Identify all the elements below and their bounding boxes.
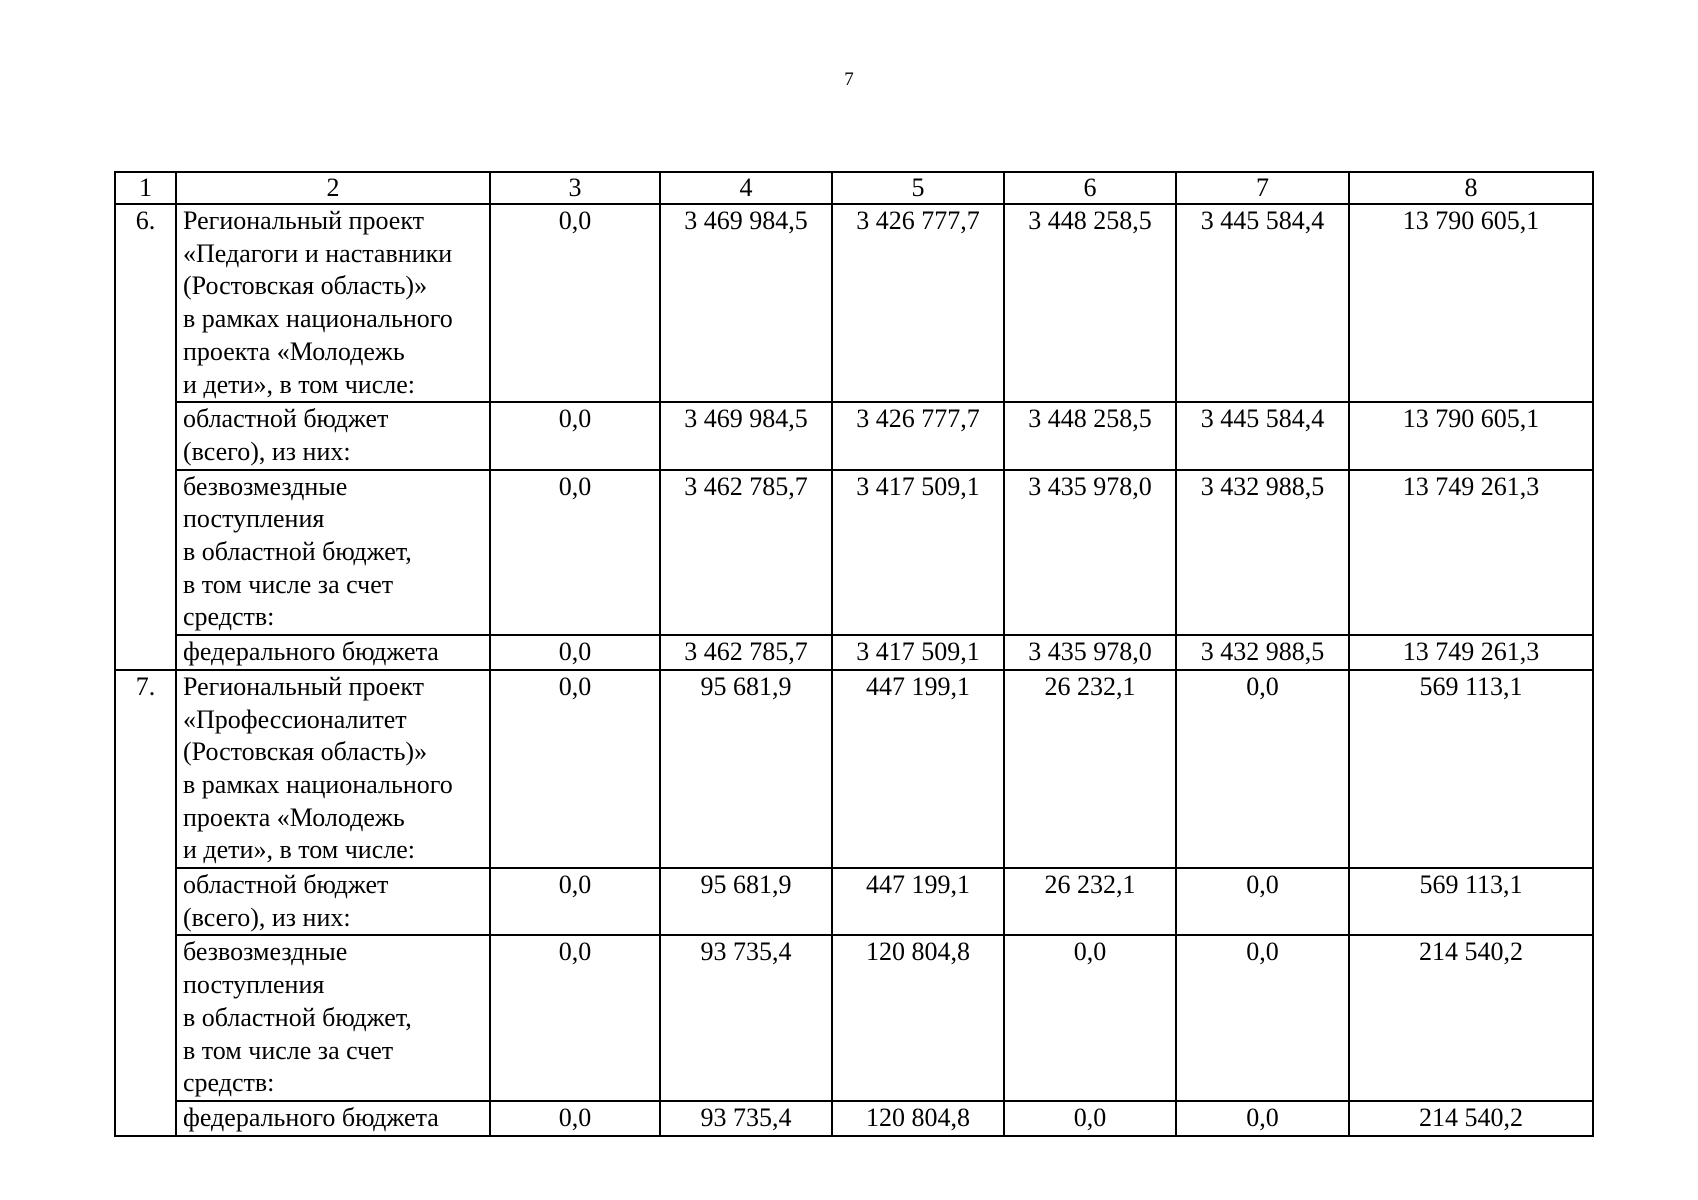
value-cell: 3 445 584,4 (1176, 402, 1349, 469)
table-row (115, 470, 1593, 636)
value-cell: 120 804,8 (832, 1101, 1004, 1136)
value-cell: 0,0 (490, 935, 660, 1101)
row-label-line: областной бюджет (183, 870, 389, 900)
row-label (176, 1101, 490, 1136)
row-label-line: Региональный проект (183, 206, 424, 235)
row-label-line: в рамках национального (183, 304, 453, 334)
value-cell: 93 735,4 (660, 1101, 832, 1136)
value-cell: 3 448 258,5 (1004, 204, 1176, 402)
value-cell: 95 681,9 (660, 670, 832, 868)
value-cell: 3 426 777,7 (832, 402, 1004, 469)
row-label-line: поступления (183, 970, 325, 1000)
value-cell: 0,0 (1004, 935, 1176, 1101)
row-label-line: Региональный проект (183, 671, 424, 701)
value-cell: 3 445 584,4 (1176, 204, 1349, 402)
row-label-line: средств: (183, 1068, 275, 1098)
table-row (115, 935, 1593, 1101)
value-cell: 26 232,1 (1004, 868, 1176, 935)
value-cell: 447 199,1 (832, 868, 1004, 935)
value-cell: 0,0 (1176, 670, 1349, 868)
value-cell: 0,0 (490, 402, 660, 469)
value-cell: 3 469 984,5 (660, 402, 832, 469)
row-label-line: безвозмездные (183, 471, 348, 501)
row-label (176, 402, 490, 469)
row-label-line: в рамках национального (183, 769, 453, 799)
row-label-line: «Профессионалитет (183, 704, 407, 734)
row-label-line: (Ростовская область)» (183, 271, 428, 301)
value-cell: 3 469 984,5 (660, 204, 832, 402)
value-cell: 3 417 509,1 (832, 635, 1004, 670)
value-cell: 3 435 978,0 (1004, 635, 1176, 670)
table-row (115, 868, 1593, 935)
value-cell: 0,0 (1176, 868, 1349, 935)
value-cell: 569 113,1 (1349, 868, 1593, 935)
value-cell: 13 749 261,3 (1349, 635, 1593, 670)
value-cell: 95 681,9 (660, 868, 832, 935)
row-label (176, 635, 490, 670)
row-label (176, 868, 490, 935)
budget-table (114, 171, 1594, 1137)
row-label-line: (Ростовская область)» (183, 737, 428, 767)
value-cell: 26 232,1 (1004, 670, 1176, 868)
value-cell: 0,0 (1176, 935, 1349, 1101)
row-label-line: (всего), из них: (183, 436, 351, 466)
value-cell: 447 199,1 (832, 670, 1004, 868)
value-cell: 3 435 978,0 (1004, 470, 1176, 636)
value-cell: 569 113,1 (1349, 670, 1593, 868)
value-cell: 3 448 258,5 (1004, 402, 1176, 469)
row-label-line: проекта «Молодежь (183, 336, 405, 366)
value-cell: 0,0 (490, 470, 660, 636)
page-number: 7 (844, 69, 854, 90)
row-label (176, 670, 490, 868)
row-label-line: областной бюджет (183, 404, 389, 434)
row-label (176, 935, 490, 1101)
value-cell: 0,0 (490, 635, 660, 670)
column-header: 2 (176, 172, 490, 204)
column-header: 1 (115, 172, 176, 204)
table-row (115, 670, 1593, 868)
value-cell: 13 749 261,3 (1349, 470, 1593, 636)
row-label (176, 470, 490, 636)
value-cell: 0,0 (490, 1101, 660, 1136)
row-label-line: в том числе за счет (183, 569, 394, 599)
row-label-line: федерального бюджета (183, 1102, 439, 1132)
row-label-line: в областной бюджет, (183, 1002, 412, 1032)
value-cell: 0,0 (1004, 1101, 1176, 1136)
column-header: 6 (1004, 172, 1176, 204)
value-cell: 3 462 785,7 (660, 635, 832, 670)
value-cell: 0,0 (490, 204, 660, 402)
value-cell: 120 804,8 (832, 935, 1004, 1101)
table-row (115, 402, 1593, 469)
column-header: 4 (660, 172, 832, 204)
row-label-line: проекта «Молодежь (183, 802, 405, 832)
value-cell: 93 735,4 (660, 935, 832, 1101)
table-header-row (115, 172, 1593, 204)
value-cell: 3 432 988,5 (1176, 470, 1349, 636)
row-label-line: в областной бюджет, (183, 537, 412, 567)
column-header: 7 (1176, 172, 1349, 204)
row-label-line: (всего), из них: (183, 902, 351, 932)
row-label (176, 204, 490, 402)
value-cell: 13 790 605,1 (1349, 204, 1593, 402)
section-number: 7. (115, 670, 176, 1136)
row-label-line: безвозмездные (183, 937, 348, 967)
row-label-line: федерального бюджета (183, 637, 439, 667)
row-label-line: в том числе за счет (183, 1035, 394, 1065)
column-header: 8 (1349, 172, 1593, 204)
table-row (115, 204, 1593, 402)
value-cell: 214 540,2 (1349, 935, 1593, 1101)
row-label-line: поступления (183, 504, 325, 534)
value-cell: 13 790 605,1 (1349, 402, 1593, 469)
value-cell: 214 540,2 (1349, 1101, 1593, 1136)
value-cell: 3 462 785,7 (660, 470, 832, 636)
row-label-line: средств: (183, 602, 275, 632)
section-number: 6. (115, 204, 176, 670)
row-label-line: и дети», в том числе: (183, 835, 415, 865)
table-row (115, 1101, 1593, 1136)
value-cell: 3 417 509,1 (832, 470, 1004, 636)
value-cell: 3 426 777,7 (832, 204, 1004, 402)
row-label-line: «Педагоги и наставники (183, 238, 453, 268)
table-row (115, 635, 1593, 670)
column-header: 3 (490, 172, 660, 204)
value-cell: 0,0 (490, 868, 660, 935)
value-cell: 0,0 (490, 670, 660, 868)
row-label-line: и дети», в том числе: (183, 369, 415, 399)
column-header: 5 (832, 172, 1004, 204)
value-cell: 0,0 (1176, 1101, 1349, 1136)
value-cell: 3 432 988,5 (1176, 635, 1349, 670)
